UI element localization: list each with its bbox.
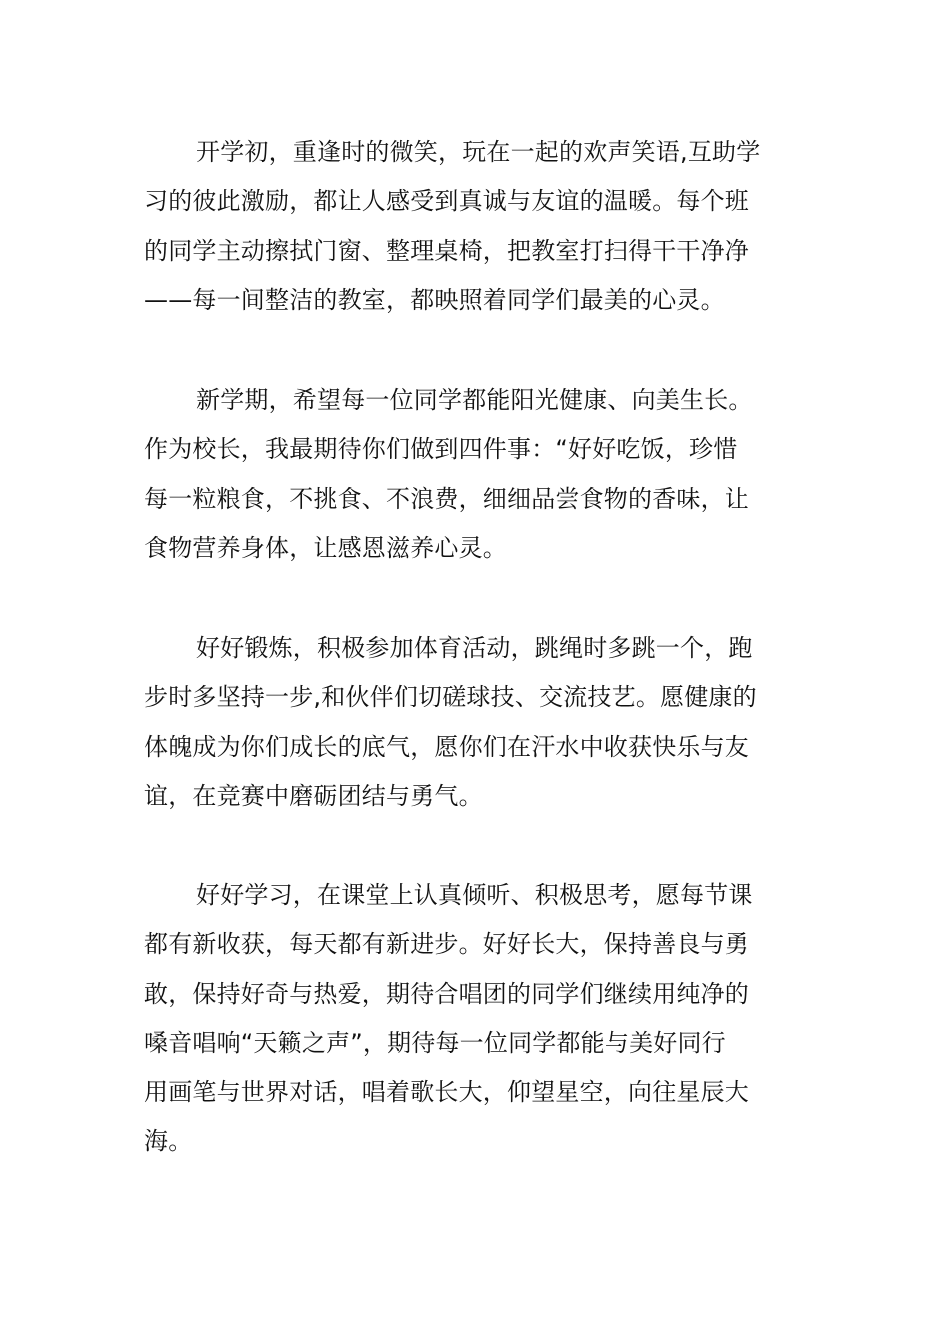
paragraph-line: 敢，保持好奇与热爱，期待合唱团的同学们继续用纯净的	[144, 979, 749, 1008]
paragraph-line: 新学期，希望每一位同学都能阳光健康、向美生长。	[196, 386, 753, 414]
paragraph-line: 每一粒粮食，不挑食、不浪费，细细品尝食物的香味，让	[144, 484, 749, 513]
paragraph-line: 都有新收获，每天都有新进步。好好长大，保持善良与勇	[144, 930, 749, 959]
paragraph-line: 习的彼此激励，都让人感受到真诚与友谊的温暖。每个班	[144, 187, 749, 216]
paragraph-line: 好好锻炼，积极参加体育活动，跳绳时多跳一个，跑	[196, 634, 753, 662]
paragraph-line: 用画笔与世界对话，唱着歌长大，仰望星空，向往星辰大	[144, 1078, 749, 1107]
paragraph-line: 食物营养身体，让感恩滋养心灵。	[144, 533, 507, 562]
paragraph-line: 步时多坚持一步,和伙伴们切磋球技、交流技艺。愿健康的	[144, 683, 757, 712]
paragraph-2	[144, 376, 810, 573]
paragraph-line: 作为校长，我最期待你们做到四件事：“好好吃饭，珍惜	[144, 435, 738, 464]
paragraph-line: ——每一间整洁的教室，都映照着同学们最美的心灵。	[144, 285, 725, 314]
paragraph-4	[144, 871, 810, 1167]
paragraph-line: 开学初，重逢时的微笑，玩在一起的欢声笑语,互助学	[196, 138, 761, 166]
paragraph-line: 海。	[144, 1127, 193, 1156]
paragraph-1	[144, 128, 810, 325]
paragraph-line: 谊，在竞赛中磨砺团结与勇气。	[144, 781, 483, 810]
paragraph-line: 好好学习，在课堂上认真倾听、积极思考，愿每节课	[196, 881, 753, 909]
paragraph-3	[144, 624, 810, 821]
paragraph-line: 体魄成为你们成长的底气，愿你们在汗水中收获快乐与友	[144, 732, 749, 761]
paragraph-line: 的同学主动擦拭门窗、整理桌椅，把教室打扫得干干净净	[144, 236, 749, 265]
paragraph-line: 嗓音唱响“天籁之声”，期待每一位同学都能与美好同行	[144, 1028, 726, 1057]
